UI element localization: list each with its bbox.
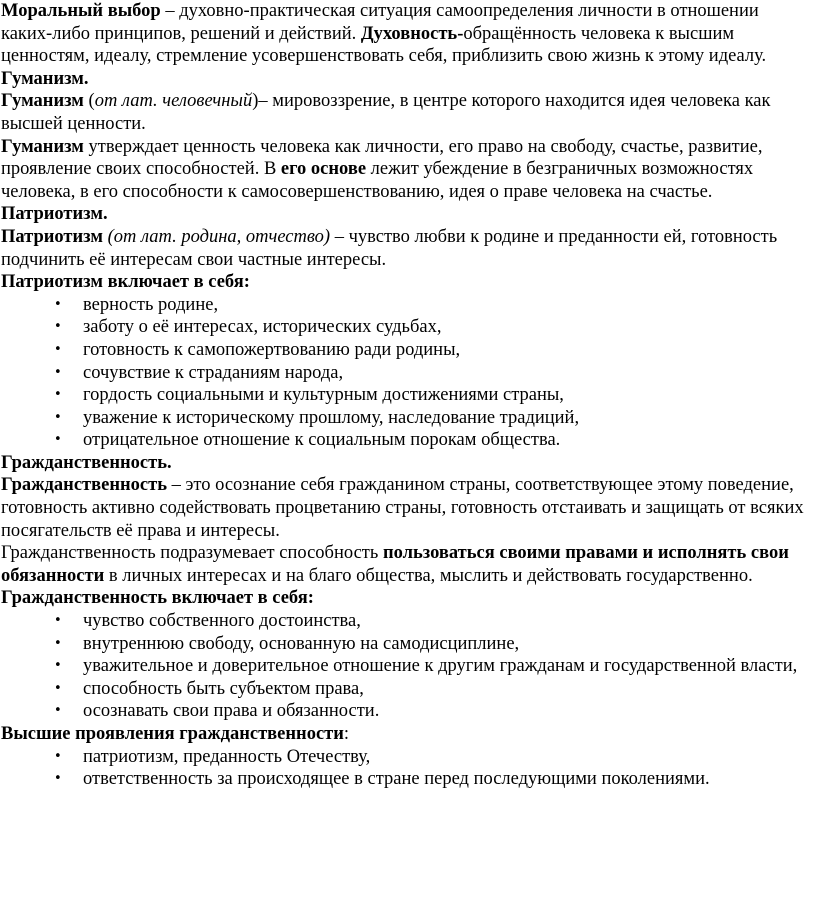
patriotism-etymology: (от лат. родина, отчество) — [102, 226, 331, 247]
list-item: • уважительное и доверительное отношение к другим гражданам и государственной власти, — [1, 655, 814, 678]
highest-manifestations-heading: Высшие проявления гражданственности: — [1, 724, 350, 744]
patriotism-definition-paragraph: Патриотизм (от лат. родина, отчество) – чувство любви к родине и преданности ей, готовность подчинить её интересам свои частные интересы. — [1, 226, 778, 270]
moral-choice-paragraph — [1, 0, 814, 68]
term-humanism: Гуманизм — [1, 91, 84, 112]
citizenship-ability-paragraph: Гражданственность подразумевает способность пользоваться своими правами и исполнять свои обязанности в личных интересах и на благо общества, мыслить и действовать государственно. — [1, 543, 789, 586]
highest-manifestations-list — [1, 746, 814, 791]
term-citizenship: Гражданственность — [1, 475, 167, 496]
list-item: • гордость социальными и культурным достижениями страны, — [1, 384, 814, 407]
its-basis-bold: его основе — [280, 159, 367, 180]
list-item: • ответственность за происходящее в стране перед последующими поколениями. — [1, 768, 814, 791]
list-item: • готовность к самопожертвованию ради родины, — [1, 339, 814, 362]
term-moral-choice: Моральный выбор — [1, 1, 161, 21]
humanism-definition-paragraph: Гуманизм (от лат. человечный)– мировоззрение, в центре которого находится идея человека как высшей ценности. — [1, 91, 771, 134]
citizenship-heading: Гражданственность. — [1, 452, 172, 473]
citizenship-list — [1, 610, 814, 723]
moral-choice-definition: – духовно-практическая ситуация самоопределения личности в отношении каких-либо принципов, решений и действий. — [1, 1, 759, 44]
list-item: • верность родине, — [1, 294, 814, 317]
humanism-description-paragraph: Гуманизм утверждает ценность человека как личности, его право на свободу, счастье, развитие, проявление своих способностей. В его основе лежит убеждение в безграничных возможностях человека, в его способности к самосовершенствованию, идея о праве человека на счастье. — [1, 136, 763, 202]
patriotism-list — [1, 294, 814, 452]
list-item: • уважение к историческому прошлому, наследование традиций, — [1, 407, 814, 430]
list-item: • заботу о её интересах, исторических судьбах, — [1, 316, 814, 339]
term-patriotism: Патриотизм — [1, 226, 103, 247]
list-item: • чувство собственного достоинства, — [1, 610, 814, 633]
term-spirituality: Духовность- — [360, 23, 464, 44]
list-item: • патриотизм, преданность Отечеству, — [1, 746, 814, 769]
citizenship-definition-paragraph: Гражданственность – это осознание себя гражданином страны, соответствующее этому поведение, готовность активно содействовать процветанию страны, готовность отстаивать и защищать от всяких посягательств её права и интересы. — [1, 475, 804, 541]
list-item: • сочувствие к страданиям народа, — [1, 362, 814, 385]
citizenship-includes-heading: Гражданственность включает в себя: — [1, 588, 314, 609]
list-item: • способность быть субъектом права, — [1, 678, 814, 701]
rights-duties-bold: пользоваться своими правами и исполнять свои обязанности — [1, 543, 789, 586]
humanism-etymology: от лат. человечный — [94, 91, 253, 112]
spirituality-definition: обращённость человека к высшим ценностям, идеалу, стремление усовершенствовать себя, приблизить свою жизнь к этому идеалу. — [1, 23, 767, 67]
list-item: • внутреннюю свободу, основанную на самодисциплине, — [1, 633, 814, 656]
patriotism-heading: Патриотизм. — [1, 204, 108, 225]
patriotism-includes-heading: Патриотизм включает в себя: — [1, 272, 250, 293]
humanism-heading: Гуманизм. — [1, 68, 89, 89]
term-humanism-2: Гуманизм — [1, 136, 84, 157]
list-item: • отрицательное отношение к социальным порокам общества. — [1, 429, 814, 452]
list-item: • осознавать свои права и обязанности. — [1, 700, 814, 723]
